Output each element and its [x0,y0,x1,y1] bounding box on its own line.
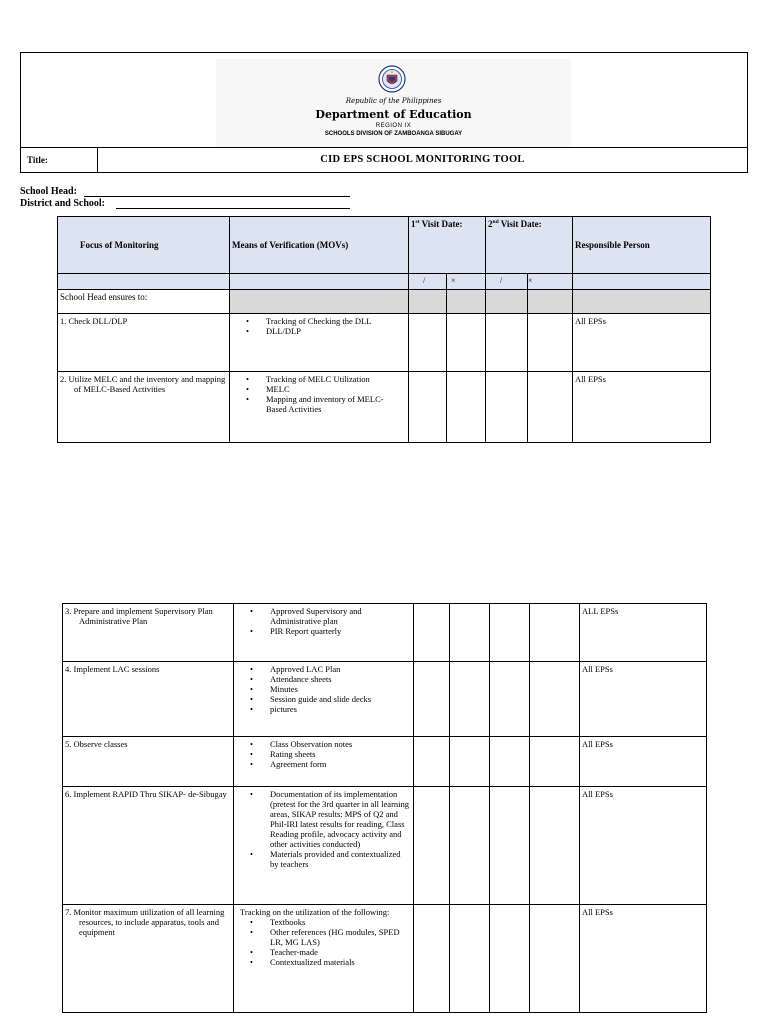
mov-item: • Materials provided and contextualized by teachers [270,849,411,869]
table-row [63,905,707,1013]
department-text: Department of Education [315,108,472,121]
focus-cell: 4. Implement LAC sessions [63,662,234,737]
mov-item: • Approved LAC Plan [270,664,411,674]
mov-item: • Contextualized materials [270,957,411,967]
deped-seal-icon [378,65,406,93]
visit2-check-cell[interactable] [490,905,530,1013]
visit2-cross-cell[interactable] [530,905,580,1013]
mov-item: • Textbooks [270,917,411,927]
visit2-check-col: / [486,274,528,290]
visit2-cross-cell[interactable] [530,787,580,905]
visit2-cross-col: × [528,274,573,290]
table-row [58,314,711,372]
responsible-cell: All EPSs [580,787,707,905]
focus-cell: 5. Observe classes [63,737,234,787]
table-row [63,787,707,905]
visit2-check-cell[interactable] [490,737,530,787]
focus-cell: 3. Prepare and implement Supervisory Plan Administrative Plan [63,604,234,662]
mov-item: • MELC [266,384,406,394]
focus-cell: 6. Implement RAPID Thru SIKAP- de-Sibugay [63,787,234,905]
visit1-cross-cell[interactable] [450,604,490,662]
school-head-field[interactable] [84,196,350,197]
table-row [58,372,711,443]
mov-item: • Tracking of Checking the DLL [266,316,406,326]
visit1-cross-cell[interactable] [447,314,486,372]
school-head-line [20,186,77,197]
visit1-check-cell[interactable] [414,737,450,787]
responsible-cell: All EPSs [580,662,707,737]
division-text: SCHOOLS DIVISION OF ZAMBOANGA SIBUGAY [324,131,463,137]
visit2-check-cell[interactable] [490,662,530,737]
mov-item: • PIR Report quarterly [270,626,411,636]
deped-letterhead [216,59,571,147]
visit1-cross-cell[interactable] [450,662,490,737]
mov-item: • Tracking of MELC Utilization [266,374,406,384]
visit1-cross-cell[interactable] [450,905,490,1013]
responsible-cell: All EPSs [580,905,707,1013]
mov-item: • Attendance sheets [270,674,411,684]
focus-cell: 7. Monitor maximum utilization of all learning resources, to include apparatus, tools and equipment [63,905,234,1013]
responsible-cell: All EPSs [580,737,707,787]
visit1-check-cell[interactable] [409,372,447,443]
region-text: REGION IX [375,123,412,129]
visit2-cross-cell[interactable] [528,314,573,372]
visit1-cross-cell[interactable] [450,787,490,905]
title-row [21,147,747,173]
visit2-cross-cell[interactable] [530,604,580,662]
visit1-check-cell[interactable] [414,905,450,1013]
visit1-cross-cell[interactable] [450,737,490,787]
mov-item: • Class Observation notes [270,739,411,749]
mov-item: • Teacher-made [270,947,411,957]
visit1-cross-cell[interactable] [447,372,486,443]
mov-item: • Session guide and slide decks [270,694,411,704]
visit1-check-cell[interactable] [409,314,447,372]
focus-cell: 2. Utilize MELC and the inventory and mapping of MELC-Based Activities [58,372,230,443]
monitoring-table-1 [57,216,711,443]
district-line [20,198,105,209]
document-title: CID EPS SCHOOL MONITORING TOOL [320,154,525,165]
mov-intro: Tracking on the utilization of the following: [240,907,390,917]
visit2-cross-cell[interactable] [530,662,580,737]
mov-item: • Approved Supervisory and Administrative plan [270,606,411,626]
responsible-cell: All EPSs [573,372,711,443]
visit2-check-cell[interactable] [490,604,530,662]
header-visit-2: 2nd Visit Date: [486,217,573,274]
header-focus: Focus of Monitoring [58,217,230,274]
mov-item: • Agreement form [270,759,411,769]
visit2-cross-cell[interactable] [528,372,573,443]
mov-item: • Minutes [270,684,411,694]
header-movs: Means of Verification (MOVs) [230,217,409,274]
responsible-cell: All EPSs [573,314,711,372]
mov-item: • Rating sheets [270,749,411,759]
mov-item: • pictures [270,704,411,714]
visit1-check-col: / [409,274,447,290]
table-row [63,737,707,787]
mov-item: • Documentation of its implementation (pretest for the 3rd quarter in all learning areas, SIKAP results: MPS of Q2 and Phil-IRI latest results for reading, Class Reading profile, advocacy activity and other activities conducted) [270,789,411,849]
table-row [63,662,707,737]
school-head-label: School Head: [20,186,77,197]
responsible-cell: ALL EPSs [580,604,707,662]
intro-row: School Head ensures to: [58,290,230,314]
visit1-check-cell[interactable] [414,662,450,737]
visit1-check-cell[interactable] [414,787,450,905]
district-label: District and School: [20,198,105,209]
focus-cell: 1. Check DLL/DLP [58,314,230,372]
visit1-cross-col: × [447,274,486,290]
table-row [63,604,707,662]
visit1-check-cell[interactable] [414,604,450,662]
visit2-check-cell[interactable] [486,372,528,443]
header-responsible: Responsible Person [573,217,711,274]
visit2-check-cell[interactable] [490,787,530,905]
title-label: Title: [27,155,48,165]
visit2-check-cell[interactable] [486,314,528,372]
republic-text: Republic of the Philippines [345,97,442,105]
visit2-cross-cell[interactable] [530,737,580,787]
document-header [20,52,748,173]
header-visit-1: 1st Visit Date: [409,217,486,274]
mov-item: • DLL/DLP [266,326,406,336]
monitoring-table-2 [62,603,707,1013]
mov-item: • Other references (HG modules, SPED LR, MG LAS) [270,927,411,947]
mov-item: • Mapping and inventory of MELC- Based Activities [266,394,406,414]
district-field[interactable] [116,208,350,209]
